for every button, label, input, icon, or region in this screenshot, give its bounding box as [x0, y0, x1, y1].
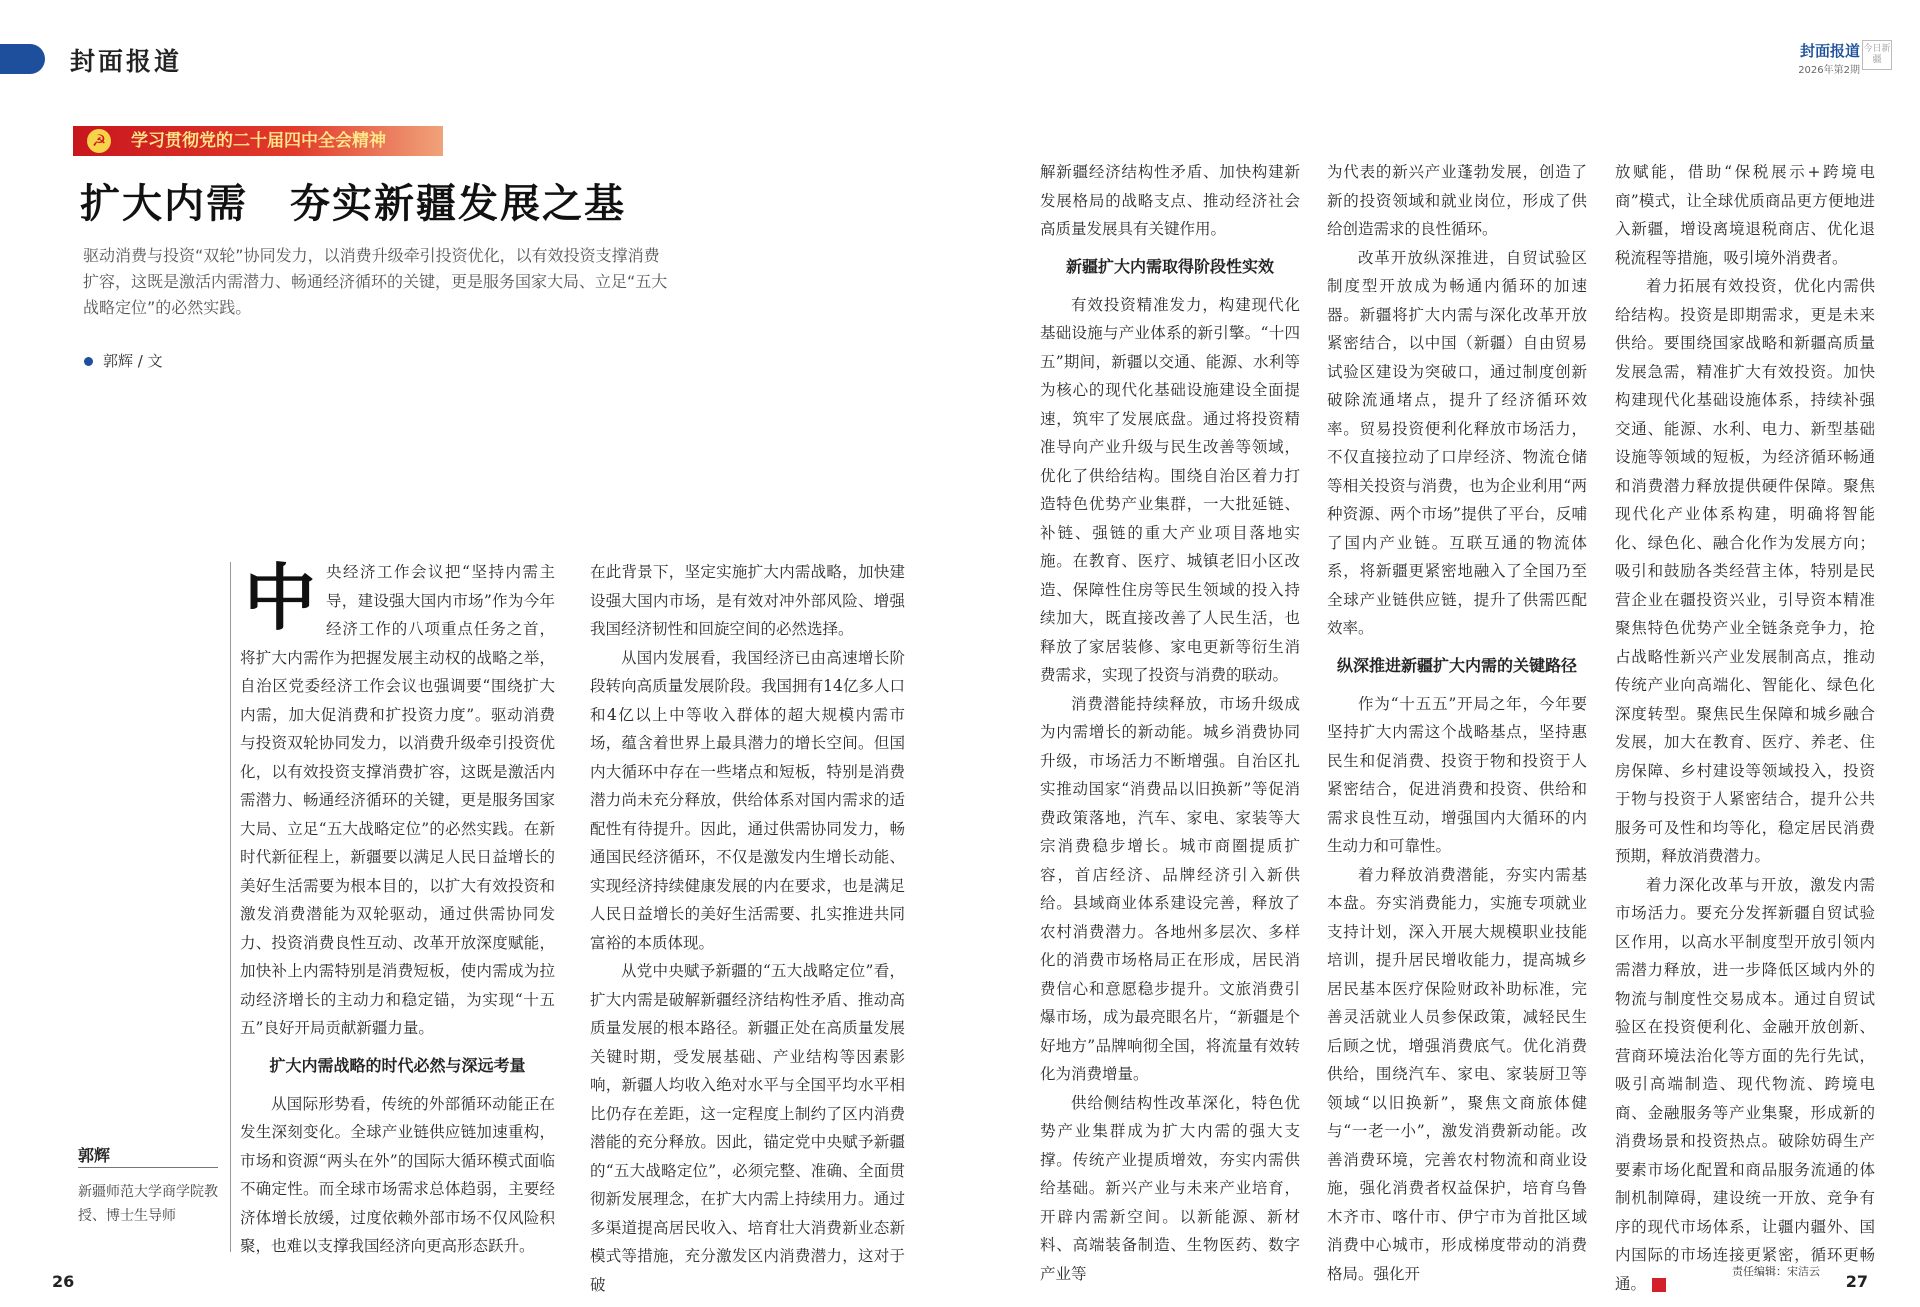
paragraph: 央经济工作会议把“坚持内需主导，建设强大国内市场”作为今年经济工作的八项重点任务之首，将扩大内需作为把握发展主动权的战略之举，自治区党委经济工作会议也强调要“围绕扩大内需，加大促消费和扩投资力度”。驱动消费与投资双轮协同发力，以消费升级牵引投资优化，以有效投资支撑消费扩容，这既是激活内需潜力、畅通经济循环的关键，更是服务国家大局、立足“五大战略定位”的必然实践。在新时代新征程上，新疆要以满足人民日益增长的美好生活需要为根本目的，以扩大有效投资和激发消费潜能为双轮驱动，通过供需协同发力、投资消费良性互动、改革开放深度赋能，加快补上内需特别是消费短板，使内需成为拉动经济增长的主动力和稳定锚，为实现“十五五”良好开局贡献新疆力量。 — [240, 563, 555, 1037]
column-3 — [1040, 158, 1300, 1283]
paragraph: 消费潜能持续释放，市场升级成为内需增长的新动能。城乡消费协同升级，市场活力不断增强。自治区扎实推动国家“消费品以旧换新”等促消费政策落地，汽车、家电、家装等大宗消费稳步增长。城市商圈提质扩容，首店经济、品牌经济引入新供给。县域商业体系建设完善，释放了农村消费潜力。各地州多层次、多样化的消费市场格局正在形成，居民消费信心和意愿稳步提升。文旅消费引爆市场，成为最亮眼名片，“新疆是个好地方”品牌响彻全国，将流量有效转化为消费增量。 — [1040, 694, 1300, 1083]
paragraph: 从国内发展看，我国经济已由高速增长阶段转向高质量发展阶段。我国拥有14亿多人口和4亿以上中等收入群体的超大规模内需市场，蕴含着世界上最具潜力的增长空间。但国内大循环中存在一些堵点和短板，特别是消费潜力尚未充分释放，供给体系对国内需求的适配性有待提升。因此，通过供需协同发力，畅通国民经济循环，不仅是激发内生增长动能、实现经济持续健康发展的内在要求，也是满足人民日益增长的美好生活需要、扎实推进共同富裕的本质体现。 — [590, 648, 905, 952]
author-bio-text: 新疆师范大学商学院教授、博士生导师 — [78, 1184, 218, 1224]
page-number-right: 27 — [1845, 1272, 1868, 1291]
author-bio-rule — [78, 1167, 218, 1168]
subheading: 扩大内需战略的时代必然与深远考量 — [269, 1055, 526, 1075]
paragraph: 解新疆经济结构性矛盾、加快构建新发展格局的战略支点、推动经济社会高质量发展具有关键作用。 — [1040, 163, 1300, 238]
byline-text: 郭辉 / 文 — [103, 352, 163, 370]
column-2 — [590, 558, 905, 1294]
paragraph: 在此背景下，坚定实施扩大内需战略，加快建设强大国内市场，是有效对冲外部风险、增强我国经济韧性和回旋空间的必然选择。 — [590, 563, 905, 638]
byline — [84, 350, 163, 371]
paragraph: 为代表的新兴产业蓬勃发展，创造了新的投资领域和就业岗位，形成了供给创造需求的良性循环。 — [1327, 163, 1587, 238]
article-title: 扩大内需 夯实新疆发展之基 — [80, 181, 626, 227]
article-lede: 驱动消费与投资“双轮”协同发力，以消费升级牵引投资优化，以有效投资支撑消费扩容，这既是激活内需潜力、畅通经济循环的关键，更是服务国家大局、立足“五大战略定位”的必然实践。 — [83, 246, 668, 317]
paragraph: 有效投资精准发力，构建现代化基础设施与产业体系的新引擎。“十四五”期间，新疆以交通、能源、水利等为核心的现代化基础设施建设全面提速，筑牢了发展底盘。通过将投资精准导向产业升级与民生改善等领域，优化了供给结构。围绕自治区着力打造特色优势产业集群，一大批延链、补链、强链的重大产业项目落地实施。在教育、医疗、城镇老旧小区改造、保障性住房等民生领域的投入持续加大，既直接改善了人民生活，也释放了家居装修、家电更新等衍生消费需求，实现了投资与消费的联动。 — [1040, 295, 1300, 684]
paragraph: 从党中央赋予新疆的“五大战略定位”看，扩大内需是破解新疆经济结构性矛盾、推动高质量发展的根本路径。新疆正处在高质量发展关键时期，受发展基础、产业结构等因素影响，新疆人均收入绝对水平与全国平均水平相比仍存在差距，这一定程度上制约了区内消费潜能的充分释放。因此，锚定党中央赋予新疆的“五大战略定位”，必须完整、准确、全面贯彻新发展理念，在扩大内需上持续用力。通过多渠道提高居民收入、培育壮大消费新业态新模式等措施，充分激发区内消费潜力，这对于破 — [590, 962, 905, 1294]
section-tag: 封面报道 — [70, 47, 183, 76]
magazine-logo: 今日新疆 — [1862, 40, 1892, 70]
paragraph: 从国际形势看，传统的外部循环动能正在发生深刻变化。全球产业链供应链加速重构，市场和资源“两头在外”的国际大循环模式面临不确定性。而全球市场需求总体趋弱，主要经济体增长放缓，过度依赖外部市场不仅风险积聚，也难以支撑我国经济向更高形态跃升。 — [240, 1094, 555, 1255]
paragraph: 供给侧结构性改革深化，特色优势产业集群成为扩大内需的强大支撑。传统产业提质增效，夯实内需供给基础。新兴产业与未来产业培育，开辟内需新空间。以新能源、新材料、高端装备制造、生物医药、数字产业等 — [1040, 1093, 1300, 1283]
byline-dot-icon — [84, 357, 93, 366]
paragraph: 着力拓展有效投资，优化内需供给结构。投资是即期需求，更是未来供给。要围绕国家战略和新疆高质量发展急需，精准扩大有效投资。加快构建现代化基础设施体系，持续补强交通、能源、水利、电力、新型基础设施等领域的短板，为经济循环畅通和消费潜力释放提供硬件保障。聚焦现代化产业体系构建，明确将智能化、绿色化、融合化作为发展方向；吸引和鼓励各类经营主体，特别是民营企业在疆投资兴业，引导资本精准聚焦特色优势产业全链条竞争力，抢占战略性新兴产业发展制高点，推动传统产业向高端化、智能化、绿色化深度转型。聚焦民生保障和城乡融合发展，加大在教育、医疗、养老、住房保障、乡村建设等领域投入，投资于物与投资于人紧密结合，提升公共服务可及性和均等化，稳定居民消费预期，释放消费潜力。 — [1615, 277, 1875, 865]
subheading: 纵深推进新疆扩大内需的关键路径 — [1336, 655, 1577, 675]
paragraph: 改革开放纵深推进，自贸试验区制度型开放成为畅通内循环的加速器。新疆将扩大内需与深化改革开放紧密结合，以中国（新疆）自由贸易试验区建设为突破口，通过制度创新破除流通堵点，提升了经济循环效率。贸易投资便利化释放市场活力，不仅直接拉动了口岸经济、物流仓储等相关投资与消费，也为企业利用“两种资源、两个市场”提供了平台，反哺了国内产业链。互联互通的物流体系，将新疆更紧密地融入了全国乃至全球产业链供应链，提升了供需匹配效率。 — [1327, 248, 1587, 637]
topic-banner — [73, 126, 443, 156]
column-4 — [1327, 158, 1587, 1283]
end-mark-icon — [1652, 1278, 1666, 1292]
drop-cap: 中 — [244, 556, 317, 640]
column-divider — [230, 562, 231, 1252]
running-header-title: 封面报道 — [1799, 42, 1860, 60]
running-header-issue: 2026年第2期 — [1798, 65, 1860, 76]
party-emblem-icon: ☭ — [87, 129, 111, 153]
column-1 — [240, 558, 555, 1258]
paragraph: 着力释放消费潜能，夯实内需基本盘。夯实消费能力，实施专项就业支持计划，深入开展大规模职业技能培训，提升居民增收能力，提高城乡居民基本医疗保险财政补助标准，完善灵活就业人员参保政策，减轻民生后顾之忧，增强消费底气。优化消费供给，围绕汽车、家电、家装厨卫等领域“以旧换新”，聚焦文商旅体健与“一老一小”，激发消费新动能。改善消费环境，完善农村物流和商业设施，强化消费者权益保护，培育乌鲁木齐市、喀什市、伊宁市为首批区域消费中心城市，形成梯度带动的消费格局。强化开 — [1327, 865, 1587, 1283]
topic-banner-text: 学习贯彻党的二十届四中全会精神 — [131, 131, 386, 151]
page-number-left: 26 — [52, 1272, 75, 1291]
paragraph: 着力深化改革与开放，激发内需市场活力。要充分发挥新疆自贸试验区作用，以高水平制度型开放引领内需潜力释放，进一步降低区域内外的物流与制度性交易成本。通过自贸试验区在投资便利化、金融开放创新、营商环境法治化等方面的先行先试，吸引高端制造、现代物流、跨境电商、金融服务等产业集聚，形成新的消费场景和投资热点。破除妨碍生产要素市场化配置和商品服务流通的体制机制障碍，建设统一开放、竞争有序的现代市场体系，让疆内疆外、国内国际的市场连接更紧密，循环更畅通。 — [1615, 875, 1875, 1293]
paragraph: 作为“十五五”开局之年，今年要坚持扩大内需这个战略基点，坚持惠民生和促消费、投资于物和投资于人紧密结合，促进消费和投资、供给和需求良性互动，增强国内大循环的内生动力和可靠性。 — [1327, 694, 1587, 855]
author-bio-name: 郭辉 — [78, 1146, 111, 1165]
responsible-editor: 责任编辑：宋洁云 — [1732, 1265, 1820, 1278]
subheading: 新疆扩大内需取得阶段性实效 — [1065, 256, 1274, 276]
paragraph: 放赋能，借助“保税展示+跨境电商”模式，让全球优质商品更方便地进入新疆，增设离境退税商店、优化退税流程等措施，吸引境外消费者。 — [1615, 163, 1875, 267]
section-color-band — [0, 44, 45, 74]
running-header — [1798, 40, 1860, 76]
